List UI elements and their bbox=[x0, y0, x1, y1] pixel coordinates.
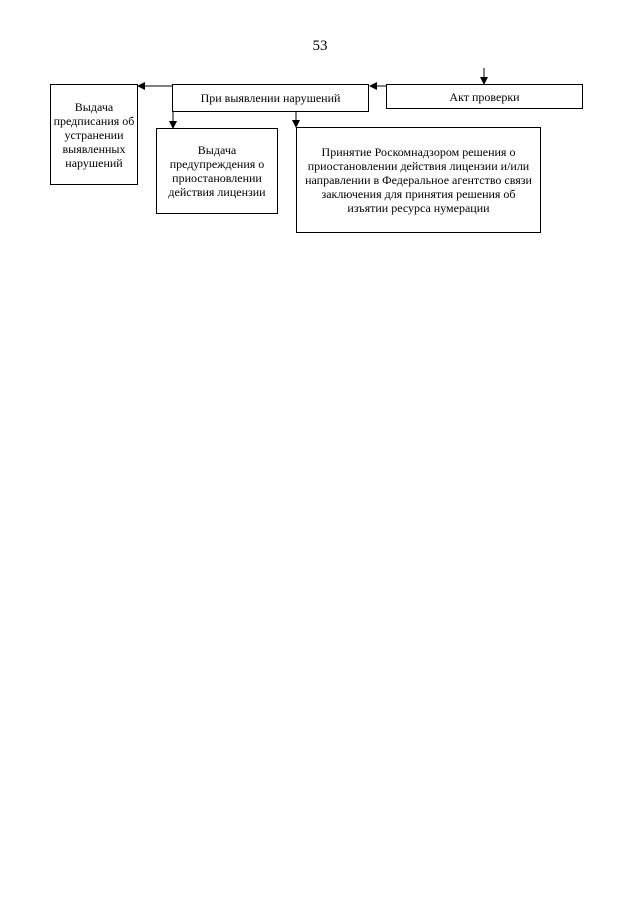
order-label: Выдача предписания об устранении выявленных нарушений bbox=[53, 99, 135, 170]
violations-label: При выявлении нарушений bbox=[200, 91, 341, 105]
order-box bbox=[50, 84, 138, 185]
act-label: Акт проверки bbox=[449, 89, 520, 104]
warning-box bbox=[156, 128, 278, 214]
decision-label: Принятие Роскомнадзором решения о приостановлении действия лицензии и/или направлении в Федеральное агентство связи заключения для принятия решения об изъятии ресурса нумерации bbox=[305, 145, 532, 215]
page-number: 53 bbox=[312, 38, 328, 54]
decision-box bbox=[296, 127, 541, 233]
act-box bbox=[386, 84, 583, 109]
violations-box bbox=[172, 84, 369, 112]
warning-label: Выдача предупреждения о приостановлении действия лицензии bbox=[168, 143, 266, 199]
